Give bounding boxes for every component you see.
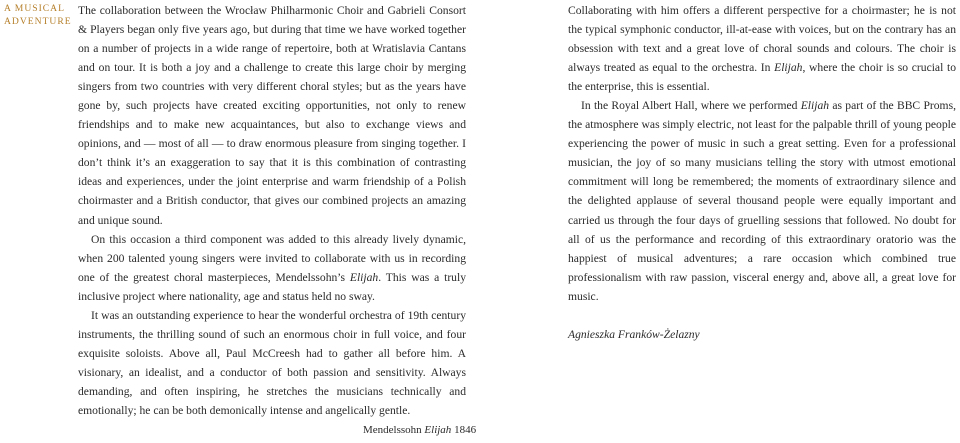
left-paragraph-2 — [78, 230, 466, 306]
section-label-line2: ADVENTURE — [4, 16, 72, 27]
left-paragraph-2-text-a: On this occasion a third component was added to this already lively dynamic, when 200 talented young singers were invited to collaborate with us in recording one of the greatest choral masterpieces, Mendelssohn’s — [78, 232, 466, 284]
work-title-elijah: Elijah — [774, 61, 803, 75]
right-paragraph-2-text-a: In the Royal Albert Hall, where we performed — [581, 99, 801, 113]
work-title-elijah: Elijah — [800, 99, 830, 113]
left-paragraph-2-text-b: . This was a truly inclusive project where nationality, age and status held no sway. — [78, 270, 466, 303]
footer-year: 1846 — [451, 424, 477, 436]
footer-prefix: Mendelssohn — [363, 424, 425, 436]
footer-title: Elijah — [424, 424, 452, 436]
left-column — [78, 1, 466, 420]
work-title-elijah: Elijah — [349, 270, 379, 284]
right-paragraph-1 — [568, 1, 956, 96]
right-paragraph-1-text-b: , where the choir is so crucial to the enterprise, this is essential. — [568, 61, 956, 94]
left-paragraph-3: It was an outstanding experience to hear the wonderful orchestra of 19th century instruments, the thrilling sound of such an enormous choir in full voice, and four exquisite soloists. Above all, Paul McCreesh had to gather all before him. A visionary, an idealist, and a conductor of both passion and sensitivity. Always demanding, and often inspiring, he stretches the musicians technically and emotionally; he can be both demonically intense and angelically gentle. — [78, 308, 466, 417]
footer-text — [363, 424, 476, 436]
left-paragraph-1: The collaboration between the Wrocław Philharmonic Choir and Gabrieli Consort & Players began only five years ago, but during that time we have worked together on a number of projects in a wide range of repertoire, both at Wratislavia Cantans and on tour. It is both a joy and a challenge to create this large choir by merging singers from two countries with very different choral styles; but as the years have gone by, such projects have created exciting opportunities, not only to renew friendships and to make new acquaintances, but also to exchange views and opinions, and — most of all — to draw enormous pleasure from singing together. I don’t think it’s an exaggeration to say that it is this combination of contrasting ideas and experiences, under the joint enterprise and warm friendship of a Polish choirmaster and a British conductor, that gives our combined projects an amazing and unique sound. — [78, 4, 466, 227]
right-paragraph-1-text-a: Collaborating with him offers a different perspective for a choirmaster; he is not the typical symphonic conductor, ill-at-ease with voices, but on the contrary has an obsession with text and a great love of choral sounds and colours. The choir is always treated as equal to the orchestra. In — [568, 4, 956, 75]
author-signature: Agnieszka Franków-Żelazny — [568, 327, 700, 341]
right-paragraph-2-text-b: as part of the BBC Proms, the atmosphere was simply electric, not least for the palpable thrill of young people experiencing the power of music in such a great setting. Even for a professional musician, the joy of so many musicians telling the story with utmost emotional commitment will long be remembered; the moments of extraordinary silence and the delighted applause of several thousand people were equally important and carried us through the four days of gruelling sessions that followed. No doubt for all of us the performance and recording of this extraordinary oratorio was the happiest of musical adventures; a rare occasion which combined true professionalism with raw passion, visceral energy and, above all, a great love for music. — [568, 99, 956, 303]
section-label-line1: A MUSICAL — [4, 3, 65, 14]
right-column — [568, 1, 956, 344]
section-label — [4, 2, 70, 28]
right-paragraph-2 — [568, 96, 956, 306]
